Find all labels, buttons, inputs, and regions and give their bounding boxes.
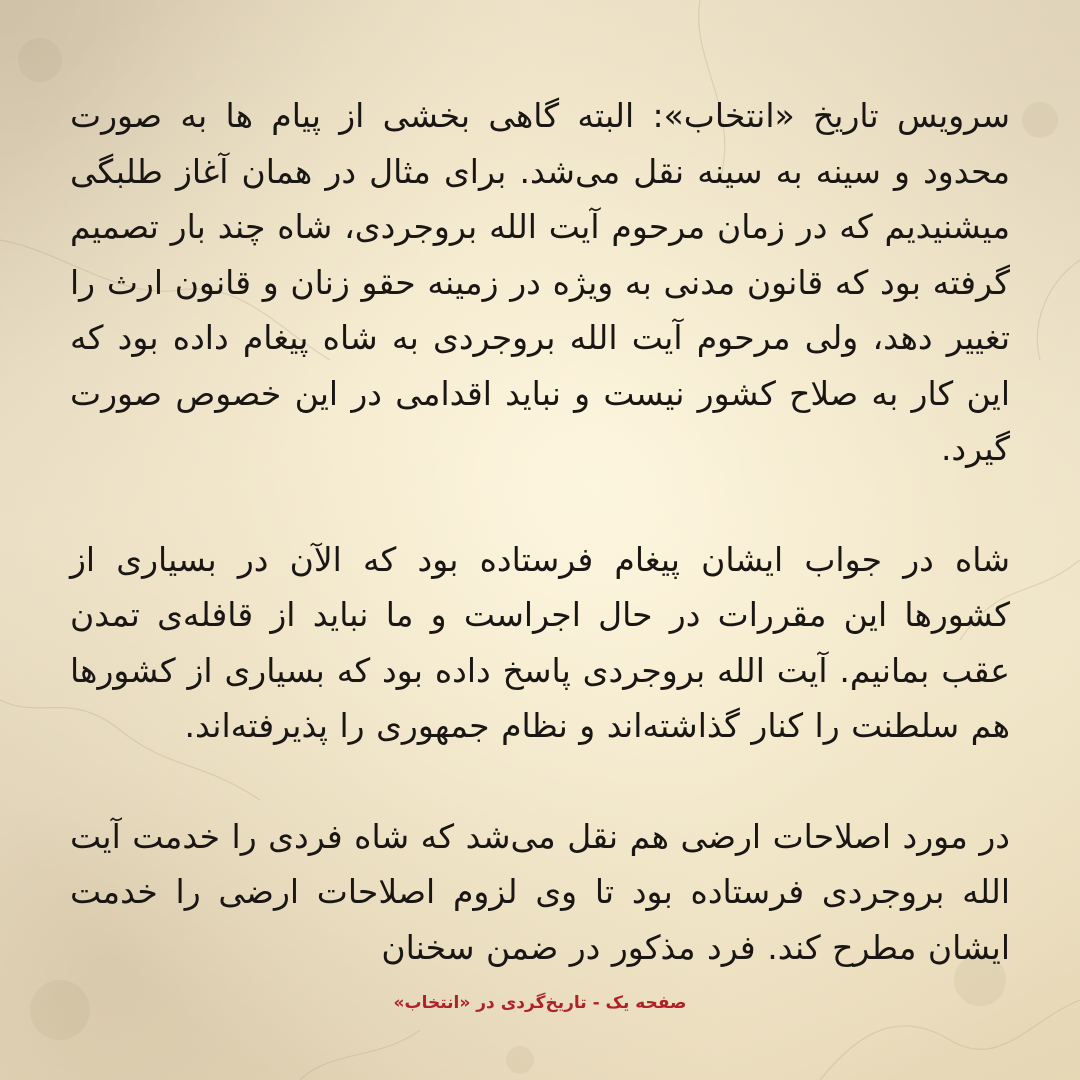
paragraph-1: سرویس تاریخ «انتخاب»: البته گاهی بخشی از پیام ها به صورت محدود و سینه به سینه نقل می‌شد. برای مثال در همان آغاز طلبگی میشنیدیم که در زمان مرحوم آیت الله بروجردی، شاه چند بار تصمیم گرفته بود که قانون مدنی به ویژه در زمینه حقو زنان و قانون ارث را تغییر دهد، ولی مرحوم آیت الله بروجردی به شاه پیغام داده بود که این کار به صلاح کشور نیست و نباید اقدامی در این خصوص صورت گیرد.	[70, 96, 1010, 468]
page-footer: صفحه یک - تاریخ‌گردی در «انتخاب»	[393, 993, 687, 1013]
paragraph-3: در مورد اصلاحات ارضی هم نقل می‌شد که شاه فردی را خدمت آیت الله بروجردی فرستاده بود تا وی لزوم اصلاحات ارضی را خدمت ایشان مطرح کند. فرد مذکور در ضمن سخنان	[70, 816, 1010, 967]
paragraph-2: شاه در جواب ایشان پیغام فرستاده بود که الآن در بسیاری از کشورها این مقررات در حال اجراست و ما نباید از قافله‌ی تمدن عقب بمانیم. آیت الله بروجردی پاسخ داده بود که بسیاری از کشورها هم سلطنت را کنار گذاشته‌اند و نظام جمهوری را پذیرفته‌اند.	[70, 539, 1010, 745]
article-body	[70, 88, 1010, 1040]
